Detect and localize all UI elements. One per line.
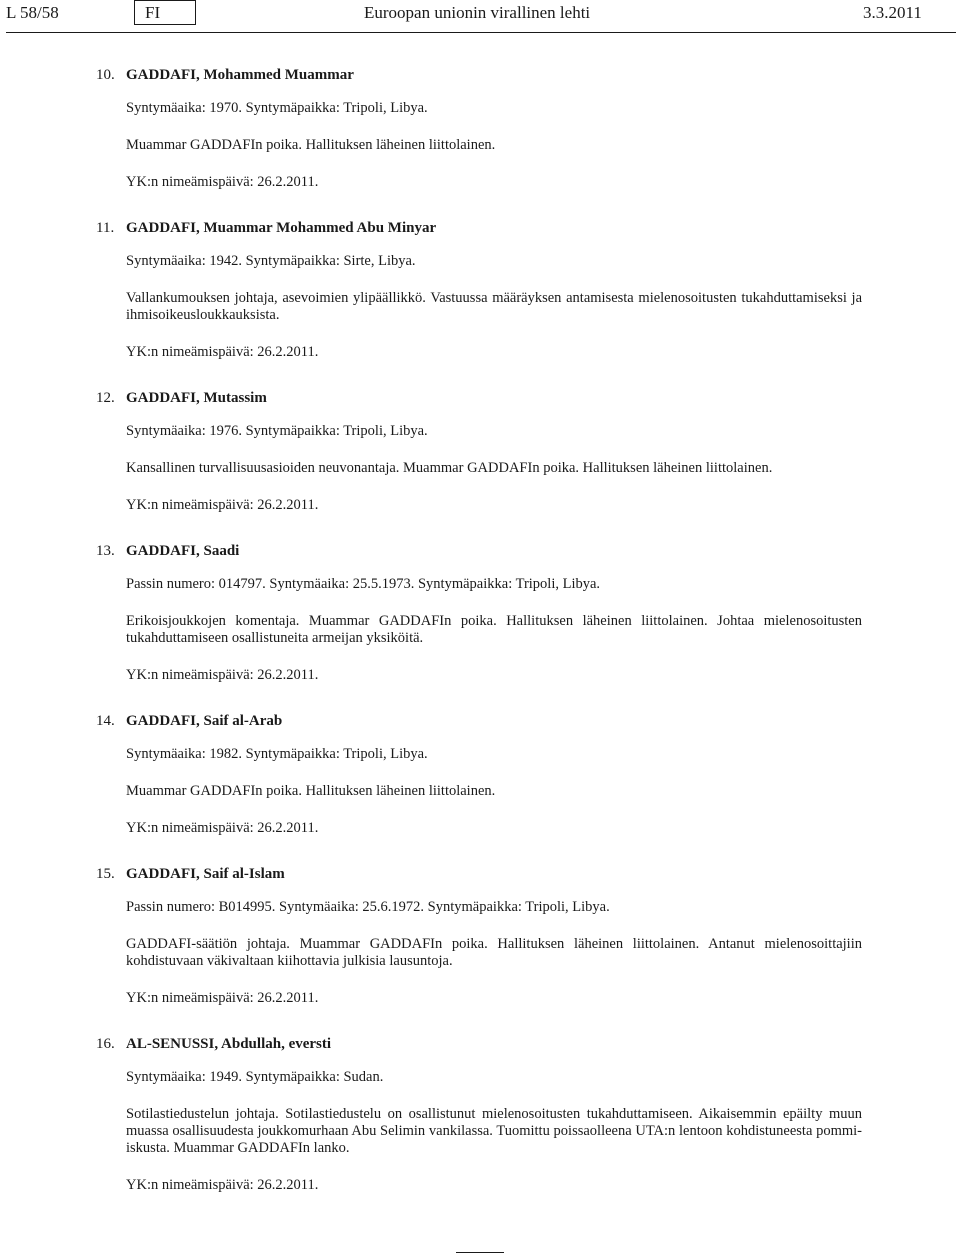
entry-heading xyxy=(0,217,960,239)
entry-paragraph: Syntymäaika: 1942. Syntymäpaikka: Sirte, Libya. xyxy=(126,253,416,269)
entry-paragraph: GADDAFI-säätiön johtaja. Muammar GADDAFIn poika. Hallituksen läheinen liittolainen. Antanut mielenosoittajiin kohdistuvaan väkivaltaan kiihottavia julkisia lausuntoja. xyxy=(126,936,862,969)
entry-name: GADDAFI, Muammar Mohammed Abu Minyar xyxy=(126,220,437,236)
entry-paragraph: YK:n nimeämispäivä: 26.2.2011. xyxy=(126,497,319,513)
entry-paragraph: YK:n nimeämispäivä: 26.2.2011. xyxy=(126,174,319,190)
publication-date: 3.3.2011 xyxy=(863,3,922,22)
entry-name: GADDAFI, Mutassim xyxy=(126,390,267,406)
entry-name: GADDAFI, Saif al-Islam xyxy=(126,866,285,882)
list-item xyxy=(0,863,960,1007)
list-item xyxy=(0,217,960,361)
entry-paragraph: Passin numero: B014995. Syntymäaika: 25.6.1972. Syntymäpaikka: Tripoli, Libya. xyxy=(126,899,610,915)
entry-name: GADDAFI, Saif al-Arab xyxy=(126,713,283,729)
entry-paragraph: YK:n nimeämispäivä: 26.2.2011. xyxy=(126,1177,319,1193)
entry-paragraph: YK:n nimeämispäivä: 26.2.2011. xyxy=(126,990,319,1006)
header-divider xyxy=(6,32,956,33)
language-badge: FI xyxy=(134,0,196,25)
end-divider xyxy=(456,1252,504,1253)
journal-title: Euroopan unionin virallinen lehti xyxy=(364,3,591,22)
entry-name: GADDAFI, Saadi xyxy=(126,543,240,559)
list-item xyxy=(0,387,960,514)
entry-paragraph: Kansallinen turvallisuusasioiden neuvonantaja. Muammar GADDAFIn poika. Hallituksen läheinen liittolainen. xyxy=(126,460,773,476)
entry-paragraph: Syntymäaika: 1949. Syntymäpaikka: Sudan. xyxy=(126,1069,384,1085)
entry-number: 15. xyxy=(96,866,115,882)
entry-list xyxy=(0,64,960,1220)
entry-paragraph: Syntymäaika: 1982. Syntymäpaikka: Tripoli, Libya. xyxy=(126,746,428,762)
entry-name: AL-SENUSSI, Abdullah, eversti xyxy=(126,1036,332,1052)
entry-number: 10. xyxy=(96,67,115,83)
entry-paragraph: Muammar GADDAFIn poika. Hallituksen läheinen liittolainen. xyxy=(126,137,496,153)
entry-paragraph: Erikoisjoukkojen komentaja. Muammar GADDAFIn poika. Hallituksen läheinen liittolainen. Johtaa mielenosoitusten tukahduttamiseen osallistuneita armeijan yksiköitä. xyxy=(126,613,862,646)
entry-number: 11. xyxy=(96,220,115,236)
entry-number: 12. xyxy=(96,390,115,406)
entry-name: GADDAFI, Mohammed Muammar xyxy=(126,67,354,83)
entry-heading xyxy=(0,387,960,409)
entry-paragraph: YK:n nimeämispäivä: 26.2.2011. xyxy=(126,820,319,836)
entry-heading xyxy=(0,540,960,562)
entry-heading xyxy=(0,863,960,885)
entry-paragraph: Syntymäaika: 1970. Syntymäpaikka: Tripoli, Libya. xyxy=(126,100,428,116)
entry-paragraph: Syntymäaika: 1976. Syntymäpaikka: Tripoli, Libya. xyxy=(126,423,428,439)
entry-heading xyxy=(0,64,960,86)
entry-heading xyxy=(0,710,960,732)
entry-number: 14. xyxy=(96,713,115,729)
page-number: L 58/58 xyxy=(6,3,59,22)
entry-number: 13. xyxy=(96,543,115,559)
entry-paragraph: YK:n nimeämispäivä: 26.2.2011. xyxy=(126,667,319,683)
entry-paragraph: Sotilastiedustelun johtaja. Sotilastiedustelu on osallistunut mielenosoitusten tukahduttamiseen. Aikaisemmin epäilty muun muassa osallisuudesta joukkomurhaan Abu Selimin vankilassa. Tuomittu poissaolleena UTA:n lentoon kohdistuneesta pommi-iskusta. Muammar GADDAFIn lanko. xyxy=(126,1106,862,1156)
entry-heading xyxy=(0,1033,960,1055)
entry-number: 16. xyxy=(96,1036,115,1052)
list-item xyxy=(0,710,960,837)
entry-paragraph: YK:n nimeämispäivä: 26.2.2011. xyxy=(126,344,319,360)
entry-paragraph: Vallankumouksen johtaja, asevoimien ylipäällikkö. Vastuussa määräyksen antamisesta mielenosoitusten tukahduttamiseksi ja ihmisoikeusloukkauksista. xyxy=(126,290,862,323)
list-item xyxy=(0,540,960,684)
list-item xyxy=(0,64,960,191)
entry-paragraph: Muammar GADDAFIn poika. Hallituksen läheinen liittolainen. xyxy=(126,783,496,799)
list-item xyxy=(0,1033,960,1194)
page-header xyxy=(0,0,960,30)
entry-paragraph: Passin numero: 014797. Syntymäaika: 25.5.1973. Syntymäpaikka: Tripoli, Libya. xyxy=(126,576,601,592)
